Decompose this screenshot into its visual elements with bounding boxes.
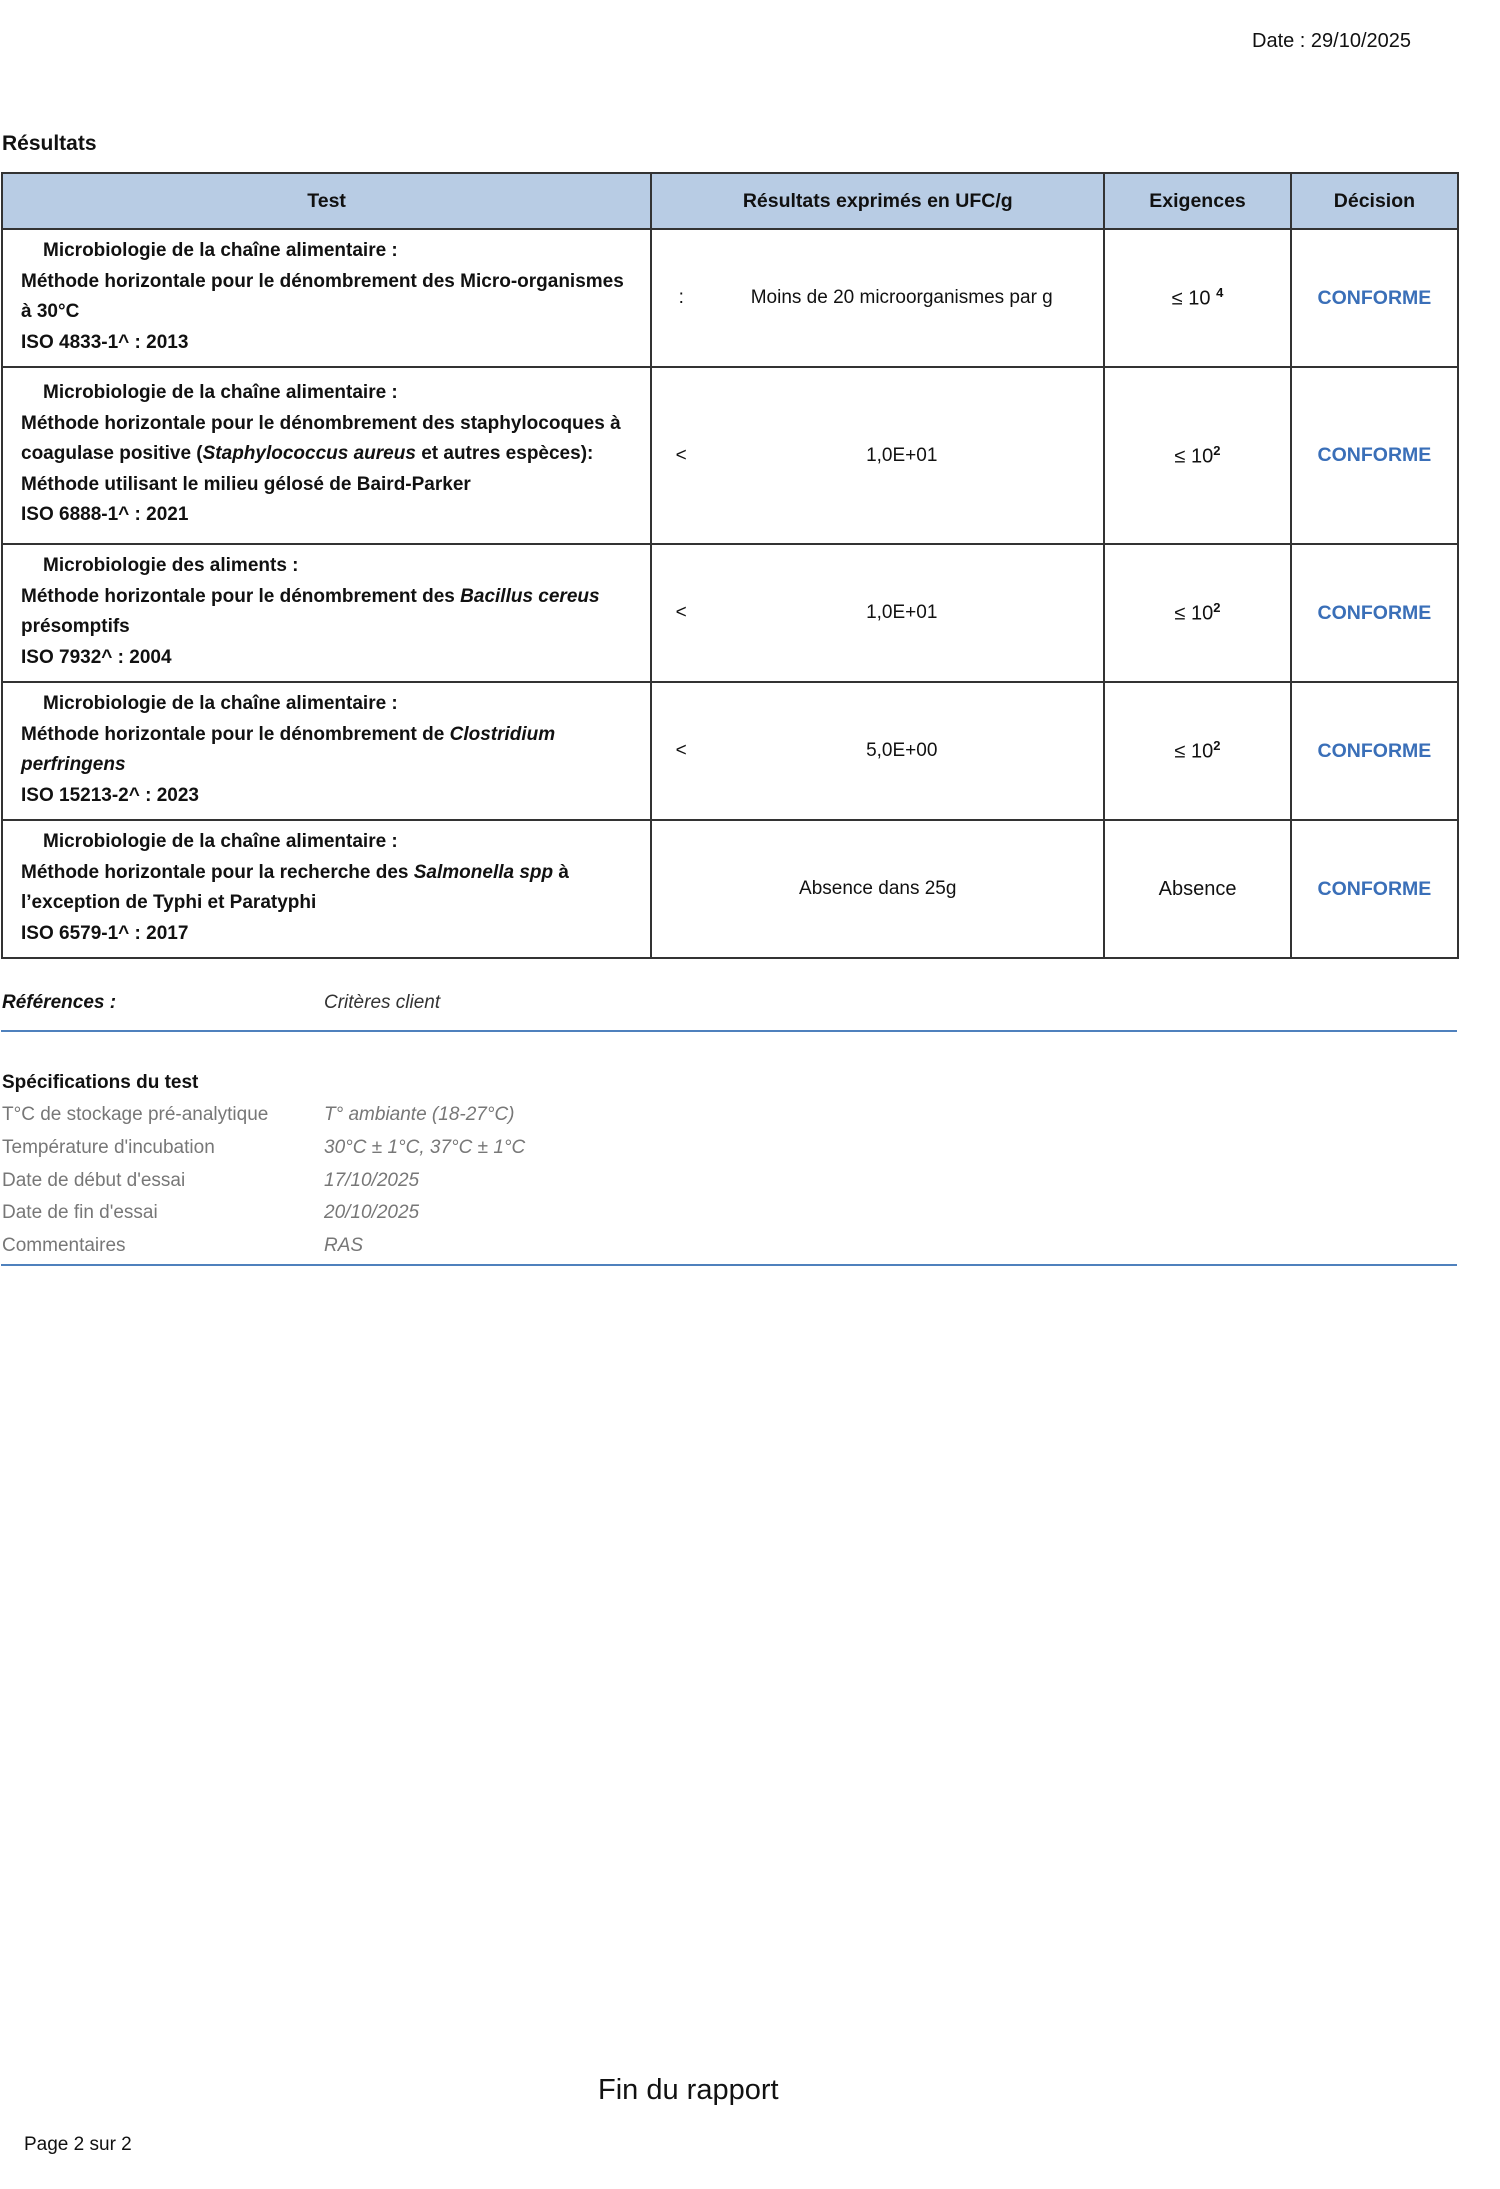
table-row [2,682,1458,820]
spec-label: Commentaires [2,1235,126,1256]
requirement-base: ≤ 10 [1171,287,1211,310]
test-standard: ISO 6579-1^ : 2017 [21,922,189,944]
result-value: 5,0E+00 [866,740,938,761]
references-label: Références : [2,992,117,1013]
test-method: Méthode horizontale pour le dénombrement des Micro-organismes à 30°C [21,270,624,322]
spec-label: Température d'incubation [2,1137,215,1158]
divider [1,1264,1457,1266]
references-value: Critères client [324,992,441,1013]
result-operator: < [675,602,687,623]
table-row [2,544,1458,682]
test-method: Méthode horizontale pour le dénombrement de Clostridium perfringens [21,723,556,775]
requirement-exponent: 2 [1213,600,1221,616]
requirement-base: ≤ 10 [1174,445,1214,468]
test-category: Microbiologie de la chaîne alimentaire : [43,382,398,404]
test-cell [2,544,651,682]
requirement-base: ≤ 10 [1174,740,1214,763]
result-value: Moins de 20 microorganismes par g [750,287,1053,308]
end-of-report: Fin du rapport [598,2074,779,2106]
header-decision: Décision [1291,173,1458,229]
test-category: Microbiologie de la chaîne alimentaire : [43,240,398,261]
test-category: Microbiologie de la chaîne alimentaire : [43,693,398,714]
spec-value: 30°C ± 1°C, 37°C ± 1°C [324,1137,526,1158]
test-standard: ISO 15213-2^ : 2023 [21,784,199,806]
requirement-cell [1104,544,1291,682]
test-cell [2,682,651,820]
result-value: 1,0E+01 [866,602,938,623]
requirement-exponent: 2 [1213,442,1221,458]
decision-badge: CONFORME [1291,544,1458,682]
spec-value: T° ambiante (18-27°C) [324,1104,515,1125]
result-value: Absence dans 25g [799,878,957,899]
report-date: Date : 29/10/2025 [1252,30,1412,52]
requirement-exponent: 2 [1213,738,1221,754]
spec-value: 17/10/2025 [324,1170,420,1191]
specs-title: Spécifications du test [2,1072,199,1093]
decision-badge: CONFORME [1291,229,1458,367]
divider [1,1030,1457,1032]
spec-value: RAS [324,1235,364,1256]
spec-label: Date de fin d'essai [2,1202,158,1223]
header-test: Test [2,173,651,229]
table-row [2,229,1458,367]
spec-label: Date de début d'essai [2,1170,186,1191]
test-cell [2,820,651,958]
test-category: Microbiologie des aliments : [43,555,299,576]
header-requirements: Exigences [1104,173,1291,229]
test-cell [2,367,651,544]
test-standard: ISO 7932^ : 2004 [21,646,172,668]
test-category: Microbiologie de la chaîne alimentaire : [43,831,398,852]
decision-badge: CONFORME [1291,367,1458,544]
results-table [1,172,1459,959]
test-cell [2,229,651,367]
requirement-exponent: 4 [1216,285,1224,301]
decision-badge: CONFORME [1291,682,1458,820]
header-results: Résultats exprimés en UFC/g [651,173,1104,229]
decision-badge: CONFORME [1291,820,1458,958]
result-cell [651,367,1104,544]
result-value: 1,0E+01 [866,444,938,466]
requirement-cell: Absence [1104,820,1291,958]
spec-value: 20/10/2025 [324,1202,420,1223]
result-cell [651,820,1104,958]
table-header-row [2,173,1458,229]
requirement-base: ≤ 10 [1174,602,1214,625]
test-method: Méthode horizontale pour le dénombrement des staphylocoques à coagulase positive (Staphylococcus aureus et autres espèces): Méthode utilisant le milieu gélosé de Baird-Parker [21,412,621,495]
test-method: Méthode horizontale pour le dénombrement des Bacillus cereus présomptifs [21,585,600,637]
spec-label: T°C de stockage pré-analytique [2,1104,269,1125]
page-number: Page 2 sur 2 [24,2134,132,2155]
result-operator: < [675,740,687,761]
table-row [2,367,1458,544]
result-cell [651,229,1104,367]
result-cell [651,682,1104,820]
test-method: Méthode horizontale pour la recherche des Salmonella spp à l’exception de Typhi et Paratyphi [21,861,569,913]
table-row [2,820,1458,958]
test-standard: ISO 4833-1^ : 2013 [21,331,189,353]
requirement-cell [1104,682,1291,820]
requirement-cell [1104,367,1291,544]
result-operator: : [678,287,684,308]
test-standard: ISO 6888-1^ : 2021 [21,504,189,526]
results-title: Résultats [2,132,97,155]
result-operator: < [675,444,687,466]
requirement-cell [1104,229,1291,367]
result-cell [651,544,1104,682]
